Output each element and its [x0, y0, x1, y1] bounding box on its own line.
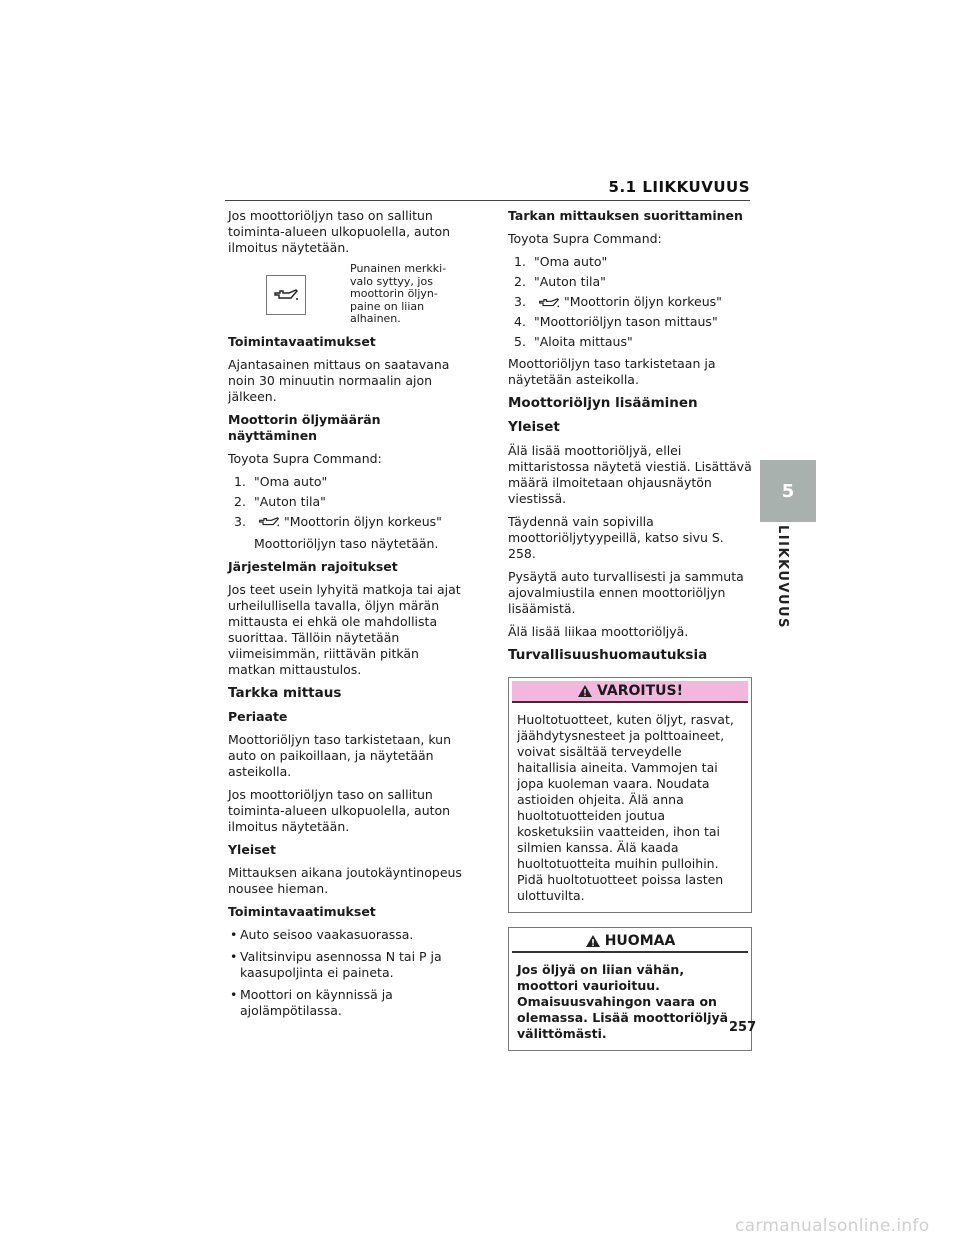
chapter-tab [760, 460, 816, 522]
general-p4: Älä lisää liikaa moottoriöljyä. [508, 624, 689, 639]
heading-requirements-2: Toimintavaatimukset [228, 903, 376, 919]
requirements-text: Ajantasainen mittaus on saatavana noin 30 minuutin normaalin ajon jälkeen. [228, 356, 450, 404]
principle-text: Moottoriöljyn taso tarkistetaan, kun auto on paikoillaan, ja näytetään asteikolla. [228, 731, 452, 779]
warning-triangle-icon [577, 684, 593, 698]
list-item: • Auto seisoo vaakasuorassa. [228, 927, 468, 943]
list-item: 2. "Auton tila" [234, 493, 326, 509]
list-item: 3. "Moottorin öljyn korkeus" [234, 513, 442, 529]
general-p3: Pysäytä auto turvallisesti ja sammuta ajovalmiustila ennen moottoriöljyn lisäämistä. [508, 569, 744, 616]
figure-caption: Punainen merkki-valo syttyy, jos moottorin öljyn-paine on liian alhainen. [350, 262, 447, 325]
chapter-number: 5 [781, 480, 795, 502]
general-p2: Täydennä vain sopivilla moottoriöljytyypeillä, katso sivu S. 258. [508, 514, 724, 561]
run-intro: Toyota Supra Command: [508, 231, 662, 246]
general-p1: Älä lisää moottoriöljyä, ellei mittaristossa näytetä viestiä. Lisättävä määrä ilmoitetaan ohjausnäytön viestissä. [508, 443, 752, 506]
heading-safety: Turvallisuushuomautuksia [508, 647, 708, 663]
page-number: 257 [729, 1020, 757, 1035]
list-item: 4. "Moottoriöljyn tason mittaus" [514, 314, 718, 329]
note-title: HUOMAA [604, 933, 676, 949]
list-item: 1. "Oma auto" [234, 473, 328, 489]
principle-text-2: Jos moottoriöljyn taso on sallitun toiminta-alueen ulkopuolella, auton ilmoitus näytetään. [228, 786, 451, 834]
warning-text: Huoltotuotteet, kuten öljyt, rasvat, jäähdytysnesteet ja polttoaineet, voivat sisältää terveydelle haitallisia aineita. Vammojen tai jopa kuoleman vaara. Noudata astioiden ohjeita. Älä anna huoltotuotteiden joutua kosketuksiin vaatteiden, ihon tai silmien kanssa. Älä kaada huoltotuotteita muihin pulloihin. Pidä huoltotuotteet poissa lasten ulottuvilta. [517, 712, 734, 903]
note-box [508, 927, 752, 1051]
list-item: • Valitsinvipu asennossa N tai P ja kaasupoljinta ei paineta. [228, 949, 468, 981]
run-steps [508, 254, 752, 350]
warning-box [508, 677, 752, 913]
list-item: 3. "Moottorin öljyn korkeus" [514, 294, 722, 309]
oil-can-icon [273, 288, 299, 302]
header-rule [225, 200, 750, 201]
display-intro: Toyota Supra Command: [228, 450, 382, 466]
heading-general-right: Yleiset [508, 419, 560, 435]
heading-display: Moottorin öljymäärän näyttäminen [228, 411, 381, 443]
intro-text: Jos moottoriöljyn taso on sallitun toiminta-alueen ulkopuolella, auton ilmoitus näytetään. [228, 208, 451, 255]
section-title: 5.1 LIIKKUVUUS [608, 178, 750, 196]
list-item: • Moottori on käynnissä ja ajolämpötilassa. [228, 987, 468, 1019]
warning-header [512, 681, 748, 703]
oil-can-icon [258, 516, 280, 528]
warning-triangle-icon [585, 934, 601, 948]
heading-precise-run: Tarkan mittauksen suorittaminen [508, 208, 743, 223]
warning-title: VAROITUS! [597, 683, 683, 699]
heading-general: Yleiset [228, 841, 276, 857]
note-text: Jos öljyä on liian vähän, moottori vaurioituu. Omaisuusvahingon vaara on olemassa. Lisää moottoriöljyä välittömästi. [517, 962, 729, 1041]
left-column [228, 208, 468, 1025]
right-column [508, 208, 752, 1051]
display-steps [228, 474, 468, 530]
heading-adding: Moottoriöljyn lisääminen [508, 395, 698, 411]
oil-warning-light [266, 275, 306, 315]
run-result: Moottoriöljyn taso tarkistetaan ja näytetään asteikolla. [508, 356, 716, 387]
general-text: Mittauksen aikana joutokäyntinopeus nousee hieman. [228, 864, 462, 896]
heading-limits: Järjestelmän rajoitukset [228, 558, 398, 574]
chapter-label: LIIKKUVUUS [775, 525, 790, 629]
limits-text: Jos teet usein lyhyitä matkoja tai ajat urheilullisella tavalla, öljyn märän mittausta ei ehkä ole mahdollista suorittaa. Tällöin näytetään viimeisimmän, riittävän pitkän matkan mittaustulos. [228, 581, 461, 677]
list-item: 5. "Aloita mittaus" [514, 334, 633, 349]
list-item: 1. "Oma auto" [514, 254, 608, 269]
watermark: carmanualsonline.info [735, 1216, 930, 1236]
heading-requirements: Toimintavaatimukset [228, 333, 376, 349]
oil-can-icon [538, 297, 560, 309]
heading-precise: Tarkka mittaus [228, 684, 342, 701]
heading-principle: Periaate [228, 708, 288, 724]
display-result: Moottoriöljyn taso näytetään. [254, 535, 439, 551]
oil-warning-figure [228, 263, 468, 326]
note-header [512, 931, 748, 953]
requirements-list [228, 927, 468, 1019]
list-item: 2. "Auton tila" [514, 274, 606, 289]
